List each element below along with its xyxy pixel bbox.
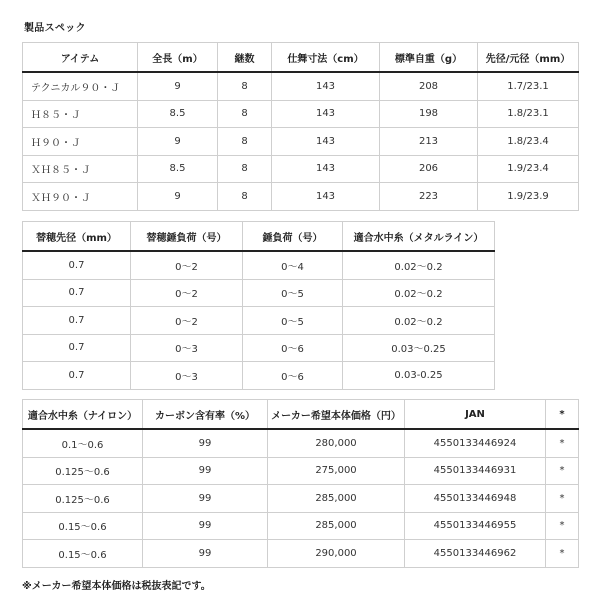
table-row [23, 540, 579, 568]
table-cell: 198 [380, 100, 478, 128]
table-cell: 8 [218, 183, 272, 211]
header-nylon-line: 適合水中糸（ナイロン） [23, 400, 143, 430]
table-cell: 0.7 [23, 251, 131, 279]
header-spare-tip-diameter: 替穂先径（mm） [23, 222, 131, 252]
table-cell: 0〜6 [243, 362, 343, 390]
header-carbon-content: カーボン含有率（%） [143, 400, 268, 430]
table-cell: Ｈ９０・Ｊ [23, 128, 138, 156]
table-cell: 0.7 [23, 334, 131, 362]
table-cell: 0.125〜0.6 [23, 485, 143, 513]
table-row [23, 429, 579, 457]
spec-table-main [22, 42, 579, 211]
table-cell: 0.7 [23, 279, 131, 307]
table-cell: 99 [143, 540, 268, 568]
table-row [23, 362, 495, 390]
table-cell: 290,000 [268, 540, 405, 568]
table-cell: 0.125〜0.6 [23, 457, 143, 485]
table-cell: 0〜5 [243, 307, 343, 335]
table-cell: 99 [143, 485, 268, 513]
table-cell: Ｈ８５・Ｊ [23, 100, 138, 128]
table-cell: 0〜5 [243, 279, 343, 307]
table-cell: 1.8/23.1 [478, 100, 579, 128]
header-tip-butt-diameter: 先径/元径（mm） [478, 43, 579, 73]
table-cell: 143 [272, 183, 380, 211]
table-cell: 0.1〜0.6 [23, 429, 143, 457]
spec-table-price [22, 399, 579, 568]
header-length: 全長（m） [138, 43, 218, 73]
table-cell: 8.5 [138, 100, 218, 128]
table-cell: 4550133446955 [405, 512, 546, 540]
table-cell: * [546, 512, 579, 540]
table-cell: 285,000 [268, 485, 405, 513]
header-jan: JAN [405, 400, 546, 430]
table-cell: 0.7 [23, 307, 131, 335]
table-cell: 208 [380, 72, 478, 100]
table-cell: 4550133446924 [405, 429, 546, 457]
table-cell: ＸＨ８５・Ｊ [23, 155, 138, 183]
table-cell: 213 [380, 128, 478, 156]
table-row [23, 155, 579, 183]
table-cell: 0〜3 [131, 362, 243, 390]
table-cell: * [546, 457, 579, 485]
header-item: アイテム [23, 43, 138, 73]
table-cell: 143 [272, 72, 380, 100]
header-spare-tip-load: 替穂錘負荷（号） [131, 222, 243, 252]
table-cell: 143 [272, 100, 380, 128]
table-row [23, 307, 495, 335]
table-cell: 99 [143, 429, 268, 457]
table-cell: 223 [380, 183, 478, 211]
table-cell: 280,000 [268, 429, 405, 457]
table-cell: 4550133446931 [405, 457, 546, 485]
table-cell: ＸＨ９０・Ｊ [23, 183, 138, 211]
table-cell: 0.03〜0.25 [343, 334, 495, 362]
table-row [23, 251, 495, 279]
table-cell: 0〜2 [131, 307, 243, 335]
table-cell: 0.02〜0.2 [343, 279, 495, 307]
table-row [23, 128, 579, 156]
table-cell: 9 [138, 128, 218, 156]
table-cell: 143 [272, 128, 380, 156]
header-closed-length: 仕舞寸法（cm） [272, 43, 380, 73]
table-row [23, 334, 495, 362]
price-footnote: ※メーカー希望本体価格は税抜表記です。 [22, 581, 211, 592]
table-cell: 8 [218, 72, 272, 100]
table-cell: 8 [218, 155, 272, 183]
table-cell: 8.5 [138, 155, 218, 183]
table-cell: 1.9/23.4 [478, 155, 579, 183]
table-cell: 1.9/23.9 [478, 183, 579, 211]
table-row [23, 183, 579, 211]
table-cell: 0〜6 [243, 334, 343, 362]
table-cell: 0.02〜0.2 [343, 307, 495, 335]
table-row [23, 72, 579, 100]
table-cell: 0〜4 [243, 251, 343, 279]
table-header-row [23, 43, 579, 73]
table-row [23, 279, 495, 307]
table-cell: 0.03-0.25 [343, 362, 495, 390]
page-title: 製品スペック [24, 23, 86, 34]
table-cell: 1.8/23.4 [478, 128, 579, 156]
table-cell: 9 [138, 183, 218, 211]
header-asterisk: * [546, 400, 579, 430]
header-sections: 継数 [218, 43, 272, 73]
table-cell: 275,000 [268, 457, 405, 485]
table-cell: 1.7/23.1 [478, 72, 579, 100]
table-row [23, 100, 579, 128]
table-cell: 0〜2 [131, 251, 243, 279]
table-row [23, 457, 579, 485]
table-cell: 206 [380, 155, 478, 183]
table-cell: 99 [143, 512, 268, 540]
spec-table-tip [22, 221, 495, 390]
table-cell: 8 [218, 100, 272, 128]
table-cell: 4550133446948 [405, 485, 546, 513]
table-cell: * [546, 540, 579, 568]
table-cell: 0〜3 [131, 334, 243, 362]
header-metal-line: 適合水中糸（メタルライン） [343, 222, 495, 252]
table-cell: 0.15〜0.6 [23, 540, 143, 568]
table-cell: * [546, 485, 579, 513]
table-header-row [23, 400, 579, 430]
table-cell: 8 [218, 128, 272, 156]
table-row [23, 512, 579, 540]
table-row [23, 485, 579, 513]
table-cell: 143 [272, 155, 380, 183]
table-cell: テクニカル９０・Ｊ [23, 72, 138, 100]
table-cell: 285,000 [268, 512, 405, 540]
header-price: メーカー希望本体価格（円） [268, 400, 405, 430]
table-cell: 99 [143, 457, 268, 485]
table-header-row [23, 222, 495, 252]
table-cell: 4550133446962 [405, 540, 546, 568]
table-cell: 0.02〜0.2 [343, 251, 495, 279]
header-weight: 標準自重（g） [380, 43, 478, 73]
table-cell: 9 [138, 72, 218, 100]
table-cell: * [546, 429, 579, 457]
header-sinker-load: 錘負荷（号） [243, 222, 343, 252]
table-cell: 0.7 [23, 362, 131, 390]
table-cell: 0.15〜0.6 [23, 512, 143, 540]
table-cell: 0〜2 [131, 279, 243, 307]
